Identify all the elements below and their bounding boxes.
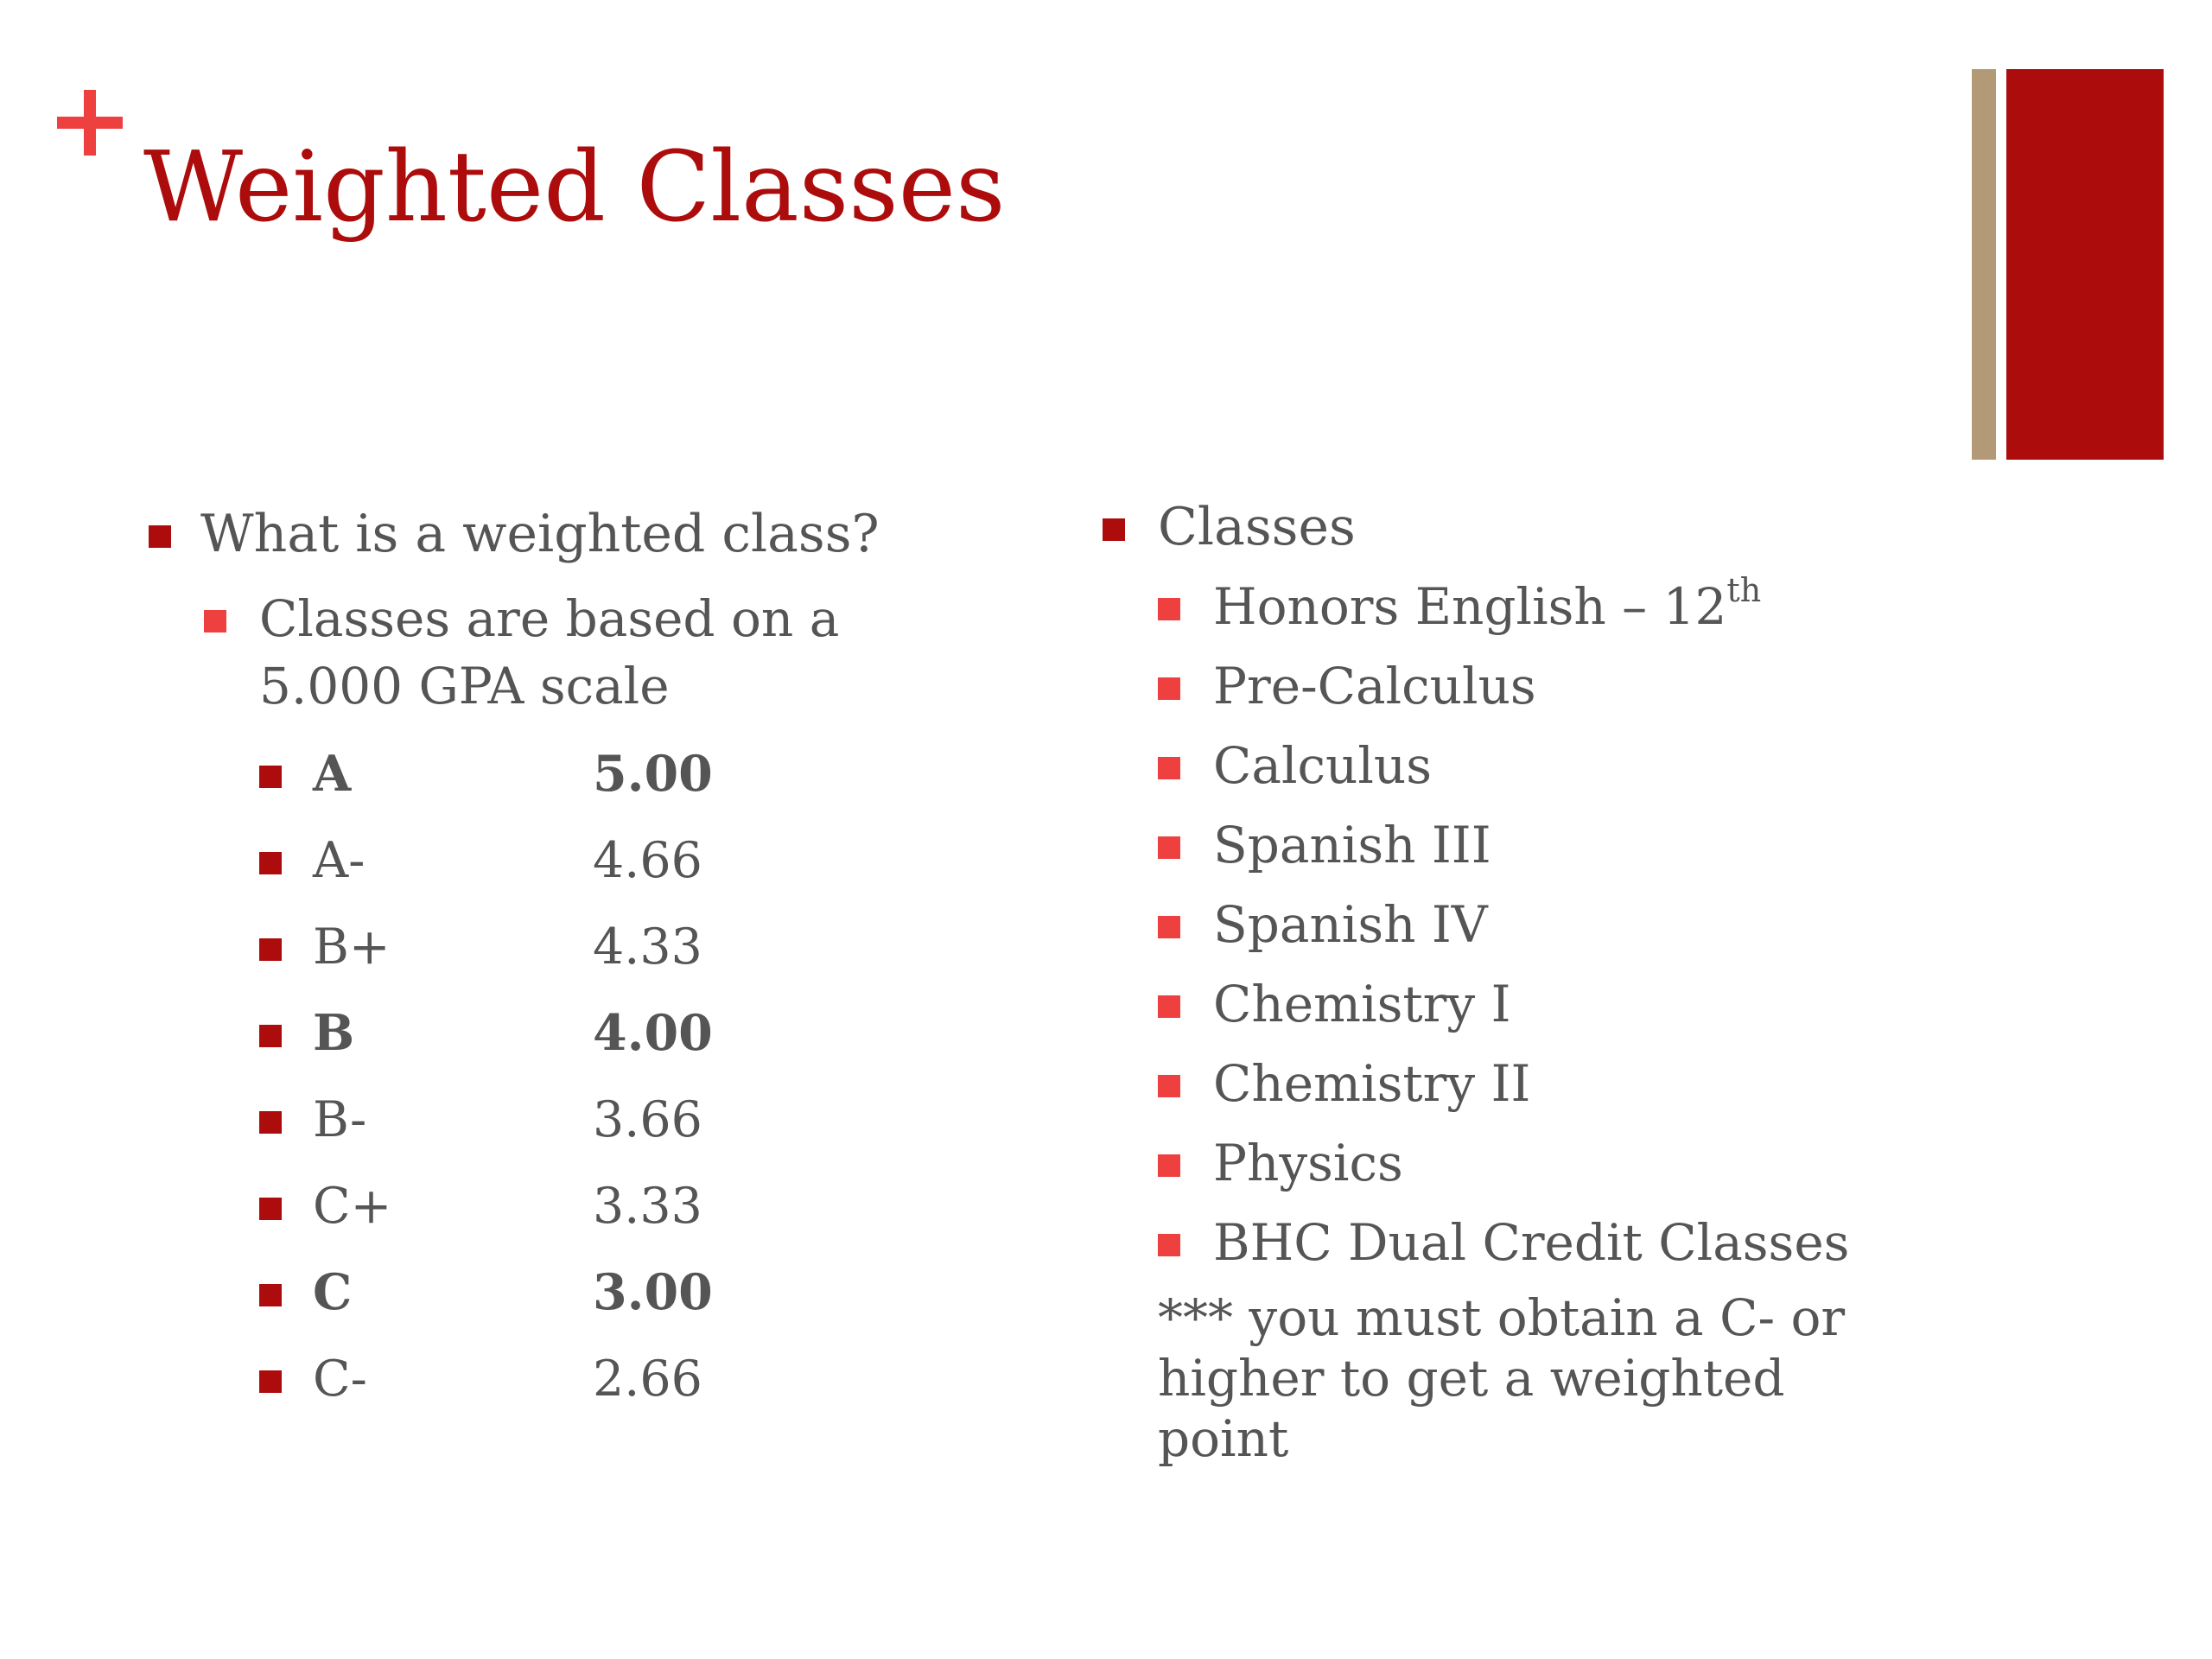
scale-text-line1: Classes are based on a <box>259 589 840 648</box>
grade-letter: A- <box>313 832 365 889</box>
bullet-icon <box>1158 836 1180 859</box>
class-name: Chemistry II <box>1213 1054 1531 1113</box>
bullet-icon <box>259 1284 282 1306</box>
bullet-icon <box>1158 598 1180 620</box>
grade-points: 3.33 <box>593 1178 702 1235</box>
left-column <box>0 0 1089 1659</box>
weighted-point-note: *** you must obtain a C- or higher to get a weighted point <box>1158 1288 1846 1468</box>
bullet-icon <box>1158 995 1180 1018</box>
bullet-icon <box>259 938 282 961</box>
bullet-icon <box>259 766 282 788</box>
ordinal-suffix: th <box>1726 570 1762 609</box>
bullet-icon <box>259 1111 282 1134</box>
grade-points: 4.66 <box>593 832 702 889</box>
grade-points: 4.00 <box>593 1004 713 1062</box>
classes-heading: Classes <box>1158 497 1356 557</box>
grade-points: 3.00 <box>593 1263 713 1321</box>
grade-letter: B- <box>313 1091 367 1148</box>
grade-letter: C <box>313 1263 353 1321</box>
grade-letter: A <box>313 745 352 803</box>
bullet-icon <box>1158 677 1180 700</box>
scale-text-line2: 5.000 GPA scale <box>259 657 670 715</box>
bullet-icon <box>1158 757 1180 779</box>
class-name: BHC Dual Credit Classes <box>1213 1213 1850 1272</box>
bullet-icon <box>149 525 171 548</box>
slide-title: Weighted Classes <box>143 131 1006 244</box>
grade-points: 4.33 <box>593 918 702 976</box>
grade-letter: C- <box>313 1351 367 1408</box>
class-name: Spanish IV <box>1213 895 1488 954</box>
bullet-icon <box>1103 518 1125 541</box>
grade-points: 3.66 <box>593 1091 702 1148</box>
bullet-icon <box>1158 1075 1180 1097</box>
bullet-icon <box>1158 916 1180 938</box>
class-name: Calculus <box>1213 736 1433 795</box>
bullet-icon <box>259 1025 282 1047</box>
grade-letter: B+ <box>313 918 391 976</box>
class-name: Pre-Calculus <box>1213 657 1536 715</box>
grade-letter: C+ <box>313 1178 392 1235</box>
right-column <box>1089 0 2212 1659</box>
class-name: Physics <box>1213 1134 1403 1192</box>
grade-letter: B <box>313 1004 355 1062</box>
class-name: Honors English – 12th <box>1213 570 1762 636</box>
bullet-icon <box>259 1370 282 1393</box>
bullet-icon <box>1158 1154 1180 1177</box>
grade-points: 5.00 <box>593 745 713 803</box>
bullet-icon <box>1158 1234 1180 1256</box>
class-name: Spanish III <box>1213 816 1491 874</box>
grade-points: 2.66 <box>593 1351 702 1408</box>
bullet-icon <box>259 1198 282 1220</box>
class-name: Chemistry I <box>1213 975 1511 1033</box>
bullet-icon <box>204 610 226 632</box>
question-text: What is a weighted class? <box>200 504 880 564</box>
bullet-icon <box>259 852 282 874</box>
